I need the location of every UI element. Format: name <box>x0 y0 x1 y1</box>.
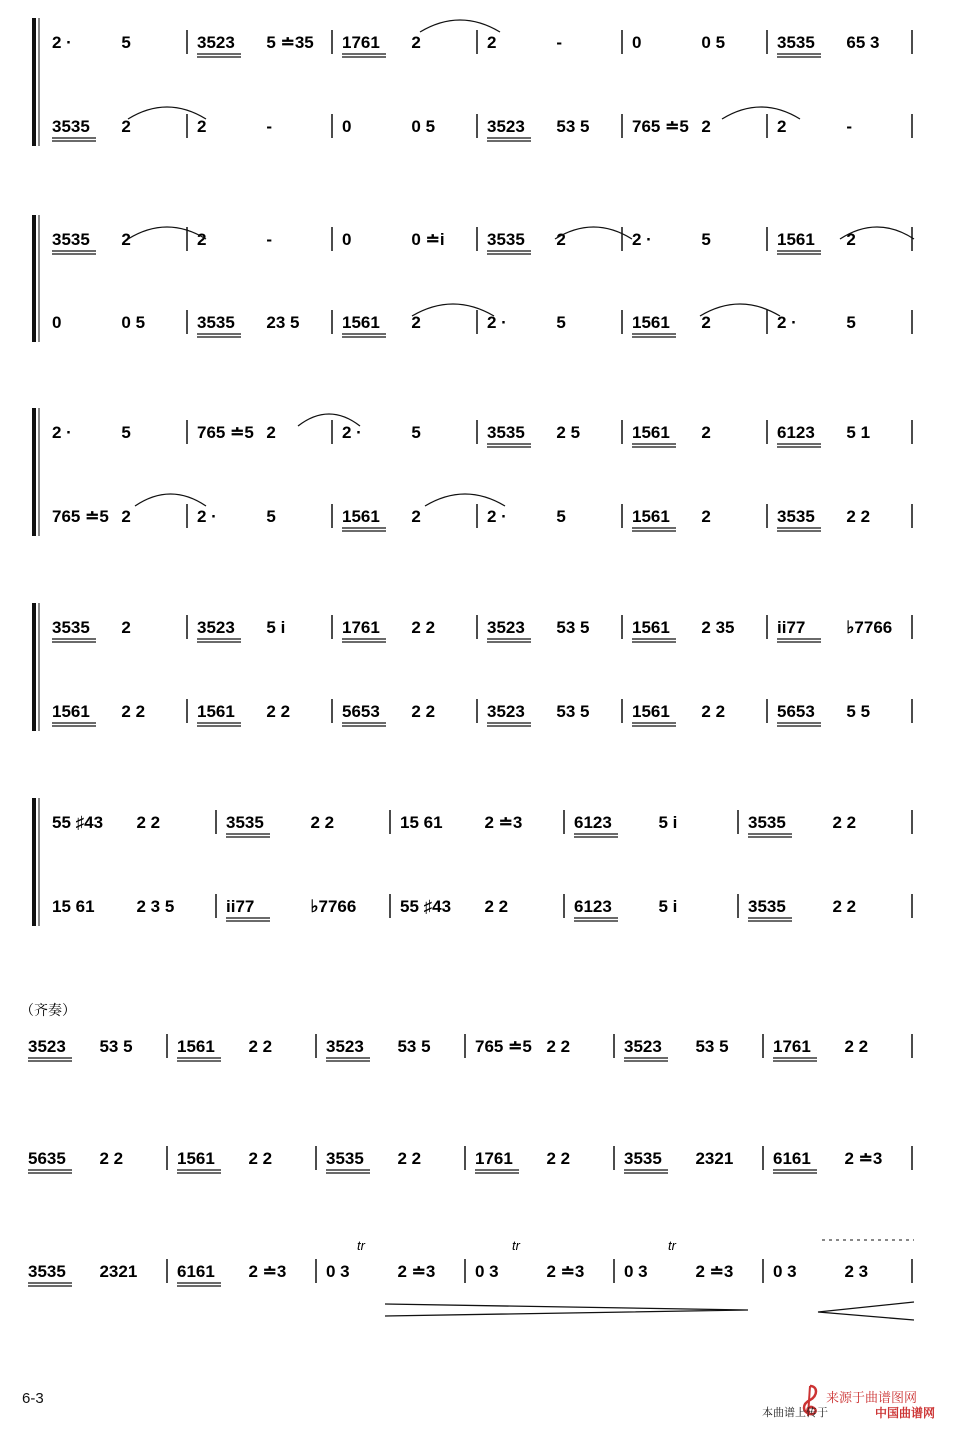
note-group: 2321 <box>695 1149 734 1168</box>
note-group: 3523 <box>197 618 235 637</box>
tie-arc <box>722 107 800 119</box>
note-group: 3523 <box>326 1037 364 1056</box>
watermark-source-text: 来源于曲谱图网 <box>826 1390 918 1405</box>
note-group: 5 i <box>658 813 678 832</box>
note-group: 2 2 <box>248 1037 273 1056</box>
note-group: 2 ≐3 <box>397 1262 436 1281</box>
page-number: 6-3 <box>22 1390 44 1407</box>
note-group: 1761 <box>342 33 380 52</box>
trill-mark: tr <box>357 1238 365 1253</box>
note-group: 2 <box>411 507 421 526</box>
note-group: 765 ≐5 <box>475 1037 532 1056</box>
note-group: 2 <box>701 313 711 332</box>
note-group: 0 5 <box>701 33 726 52</box>
note-group: 3523 <box>487 702 525 721</box>
note-group: 1761 <box>475 1149 513 1168</box>
note-group: 2321 <box>99 1262 138 1281</box>
note-group: 2 <box>197 117 207 136</box>
note-group: 2 <box>777 117 787 136</box>
note-group: 1561 <box>632 618 670 637</box>
note-group: 53 5 <box>556 618 590 637</box>
note-group: 2 · <box>197 507 217 526</box>
note-group: 2 5 <box>556 423 581 442</box>
tie-arc <box>135 494 206 506</box>
note-group: 0 3 <box>475 1262 499 1281</box>
note-group: 2 2 <box>121 702 146 721</box>
note-group: 1561 <box>197 702 235 721</box>
note-group: 55 ♯43 <box>52 813 104 832</box>
tie-arc <box>425 494 505 506</box>
tie-arc <box>128 227 206 239</box>
note-group: 3523 <box>624 1037 662 1056</box>
note-group: 3535 <box>624 1149 662 1168</box>
note-group: 15 61 <box>52 897 95 916</box>
note-group: 3535 <box>197 313 235 332</box>
tie-arc <box>420 20 500 32</box>
note-group: 53 5 <box>99 1037 133 1056</box>
note-group: 2 2 <box>397 1149 422 1168</box>
note-group: 65 3 <box>846 33 880 52</box>
note-group: 5 <box>266 507 276 526</box>
note-group: 3535 <box>487 230 525 249</box>
diminuendo-hairpin <box>385 1304 748 1316</box>
watermark-upload-text: 本曲谱上传于 <box>762 1407 828 1419</box>
note-group: 0 <box>632 33 642 52</box>
note-group: ♭7766 <box>846 618 893 637</box>
note-group: 5 <box>411 423 421 442</box>
note-group: 2 <box>121 117 131 136</box>
note-group: 2 2 <box>266 702 291 721</box>
note-group: 3535 <box>226 813 264 832</box>
trill-mark: tr <box>512 1238 520 1253</box>
note-group: 2 <box>701 117 711 136</box>
note-group: 3523 <box>28 1037 66 1056</box>
note-group: 3535 <box>487 423 525 442</box>
note-group: 55 ♯43 <box>400 897 452 916</box>
note-group: 1561 <box>342 507 380 526</box>
note-group: - <box>556 33 563 52</box>
note-group: 5 <box>556 313 566 332</box>
note-group: 23 5 <box>266 313 300 332</box>
tie-arc <box>128 107 206 119</box>
note-group: 5 i <box>658 897 678 916</box>
note-group: 2 2 <box>832 897 857 916</box>
note-group: 3535 <box>777 507 815 526</box>
note-group: 6123 <box>574 813 612 832</box>
note-group: 6123 <box>777 423 815 442</box>
note-group: 3535 <box>52 230 90 249</box>
note-group: 5 ≐35 <box>266 33 314 52</box>
note-group: 2 2 <box>844 1037 869 1056</box>
note-group: 1561 <box>177 1149 215 1168</box>
note-group: 2 <box>487 33 497 52</box>
note-group: 15 61 <box>400 813 443 832</box>
note-group: 5653 <box>342 702 380 721</box>
note-group: 2 35 <box>701 618 735 637</box>
note-group: 2 2 <box>310 813 335 832</box>
note-group: 3523 <box>197 33 235 52</box>
note-group: 6123 <box>574 897 612 916</box>
trill-mark: tr <box>668 1238 676 1253</box>
note-group: 2 <box>411 33 421 52</box>
note-group: 2 ≐3 <box>695 1262 734 1281</box>
note-group: 2 ≐3 <box>844 1149 883 1168</box>
note-group: 1561 <box>632 423 670 442</box>
note-group: - <box>266 230 273 249</box>
note-group: 2 2 <box>484 897 509 916</box>
note-group: 0 <box>342 230 352 249</box>
note-group: 2 · <box>342 423 362 442</box>
note-group: 2 · <box>487 507 507 526</box>
note-group: 1561 <box>632 313 670 332</box>
note-group: 2 <box>121 230 131 249</box>
note-group: 2 2 <box>411 618 436 637</box>
note-group: 2 · <box>487 313 507 332</box>
note-group: 2 2 <box>99 1149 124 1168</box>
note-group: 3535 <box>777 33 815 52</box>
note-group: 2 <box>266 423 276 442</box>
note-group: 2 · <box>777 313 797 332</box>
note-group: 2 2 <box>136 813 161 832</box>
note-group: 3535 <box>748 813 786 832</box>
note-group: 765 ≐5 <box>632 117 689 136</box>
note-group: 2 <box>701 507 711 526</box>
note-group: ♭7766 <box>310 897 357 916</box>
note-group: 2 <box>701 423 711 442</box>
note-group: 53 5 <box>397 1037 431 1056</box>
note-group: 5 5 <box>846 702 871 721</box>
note-group: 2 2 <box>832 813 857 832</box>
section-label: （齐奏） <box>20 1002 76 1018</box>
note-group: 0 3 <box>326 1262 350 1281</box>
note-group: 6161 <box>177 1262 215 1281</box>
note-group: 0 ≐i <box>411 230 445 249</box>
tie-arc <box>555 227 632 239</box>
note-group: 2 2 <box>846 507 871 526</box>
note-group: 1761 <box>773 1037 811 1056</box>
note-group: 2 2 <box>546 1149 571 1168</box>
watermark-brand: 中国曲谱网 <box>875 1406 936 1420</box>
note-group: 2 3 <box>844 1262 869 1281</box>
note-group: 5 <box>121 33 131 52</box>
note-group: 1561 <box>177 1037 215 1056</box>
note-group: 3523 <box>487 117 525 136</box>
note-group: 0 5 <box>411 117 436 136</box>
crescendo-hairpin <box>818 1302 914 1320</box>
note-group: 2 2 <box>411 702 436 721</box>
note-group: 0 3 <box>624 1262 648 1281</box>
note-group: 2 <box>121 507 131 526</box>
note-group: 5 i <box>266 618 286 637</box>
note-group: 765 ≐5 <box>197 423 254 442</box>
note-group: 2 ≐3 <box>546 1262 585 1281</box>
note-group: 0 5 <box>121 313 146 332</box>
note-group: 6161 <box>773 1149 811 1168</box>
note-group: 5 <box>846 313 856 332</box>
note-group: 5653 <box>777 702 815 721</box>
note-group: 2 2 <box>546 1037 571 1056</box>
note-group: 2 2 <box>248 1149 273 1168</box>
note-group: 2 <box>846 230 856 249</box>
note-group: 3535 <box>52 618 90 637</box>
note-group: 2 ≐3 <box>484 813 523 832</box>
note-group: 3535 <box>748 897 786 916</box>
note-group: 5 <box>556 507 566 526</box>
note-group: 1561 <box>632 702 670 721</box>
note-group: 2 3 5 <box>136 897 175 916</box>
note-group: 5 <box>121 423 131 442</box>
note-group: 765 ≐5 <box>52 507 109 526</box>
tie-arc <box>700 304 780 316</box>
note-group: 2 2 <box>701 702 726 721</box>
note-group: 3535 <box>52 117 90 136</box>
note-group: 1761 <box>342 618 380 637</box>
tie-arc <box>412 304 494 316</box>
note-group: 3535 <box>326 1149 364 1168</box>
note-group: 2 <box>197 230 207 249</box>
note-group: ii77 <box>777 618 806 637</box>
note-group: 1561 <box>632 507 670 526</box>
note-group: 3535 <box>28 1262 66 1281</box>
note-group: 1561 <box>52 702 90 721</box>
note-group: - <box>846 117 853 136</box>
note-group: 2 ≐3 <box>248 1262 287 1281</box>
note-group: 53 5 <box>695 1037 729 1056</box>
note-group: 0 3 <box>773 1262 797 1281</box>
note-group: 5635 <box>28 1149 66 1168</box>
note-group: 5 <box>701 230 711 249</box>
note-group: 5 1 <box>846 423 871 442</box>
note-group: 1561 <box>342 313 380 332</box>
note-group: 0 <box>342 117 352 136</box>
note-group: 2 <box>556 230 566 249</box>
note-group: 0 <box>52 313 62 332</box>
note-group: 53 5 <box>556 117 590 136</box>
note-group: 1561 <box>777 230 815 249</box>
note-group: ii77 <box>226 897 255 916</box>
note-group: 53 5 <box>556 702 590 721</box>
note-group: 2 · <box>632 230 652 249</box>
note-group: 2 · <box>52 423 72 442</box>
note-group: 2 <box>121 618 131 637</box>
note-group: 3523 <box>487 618 525 637</box>
note-group: 2 <box>411 313 421 332</box>
note-group: 2 · <box>52 33 72 52</box>
note-group: - <box>266 117 273 136</box>
